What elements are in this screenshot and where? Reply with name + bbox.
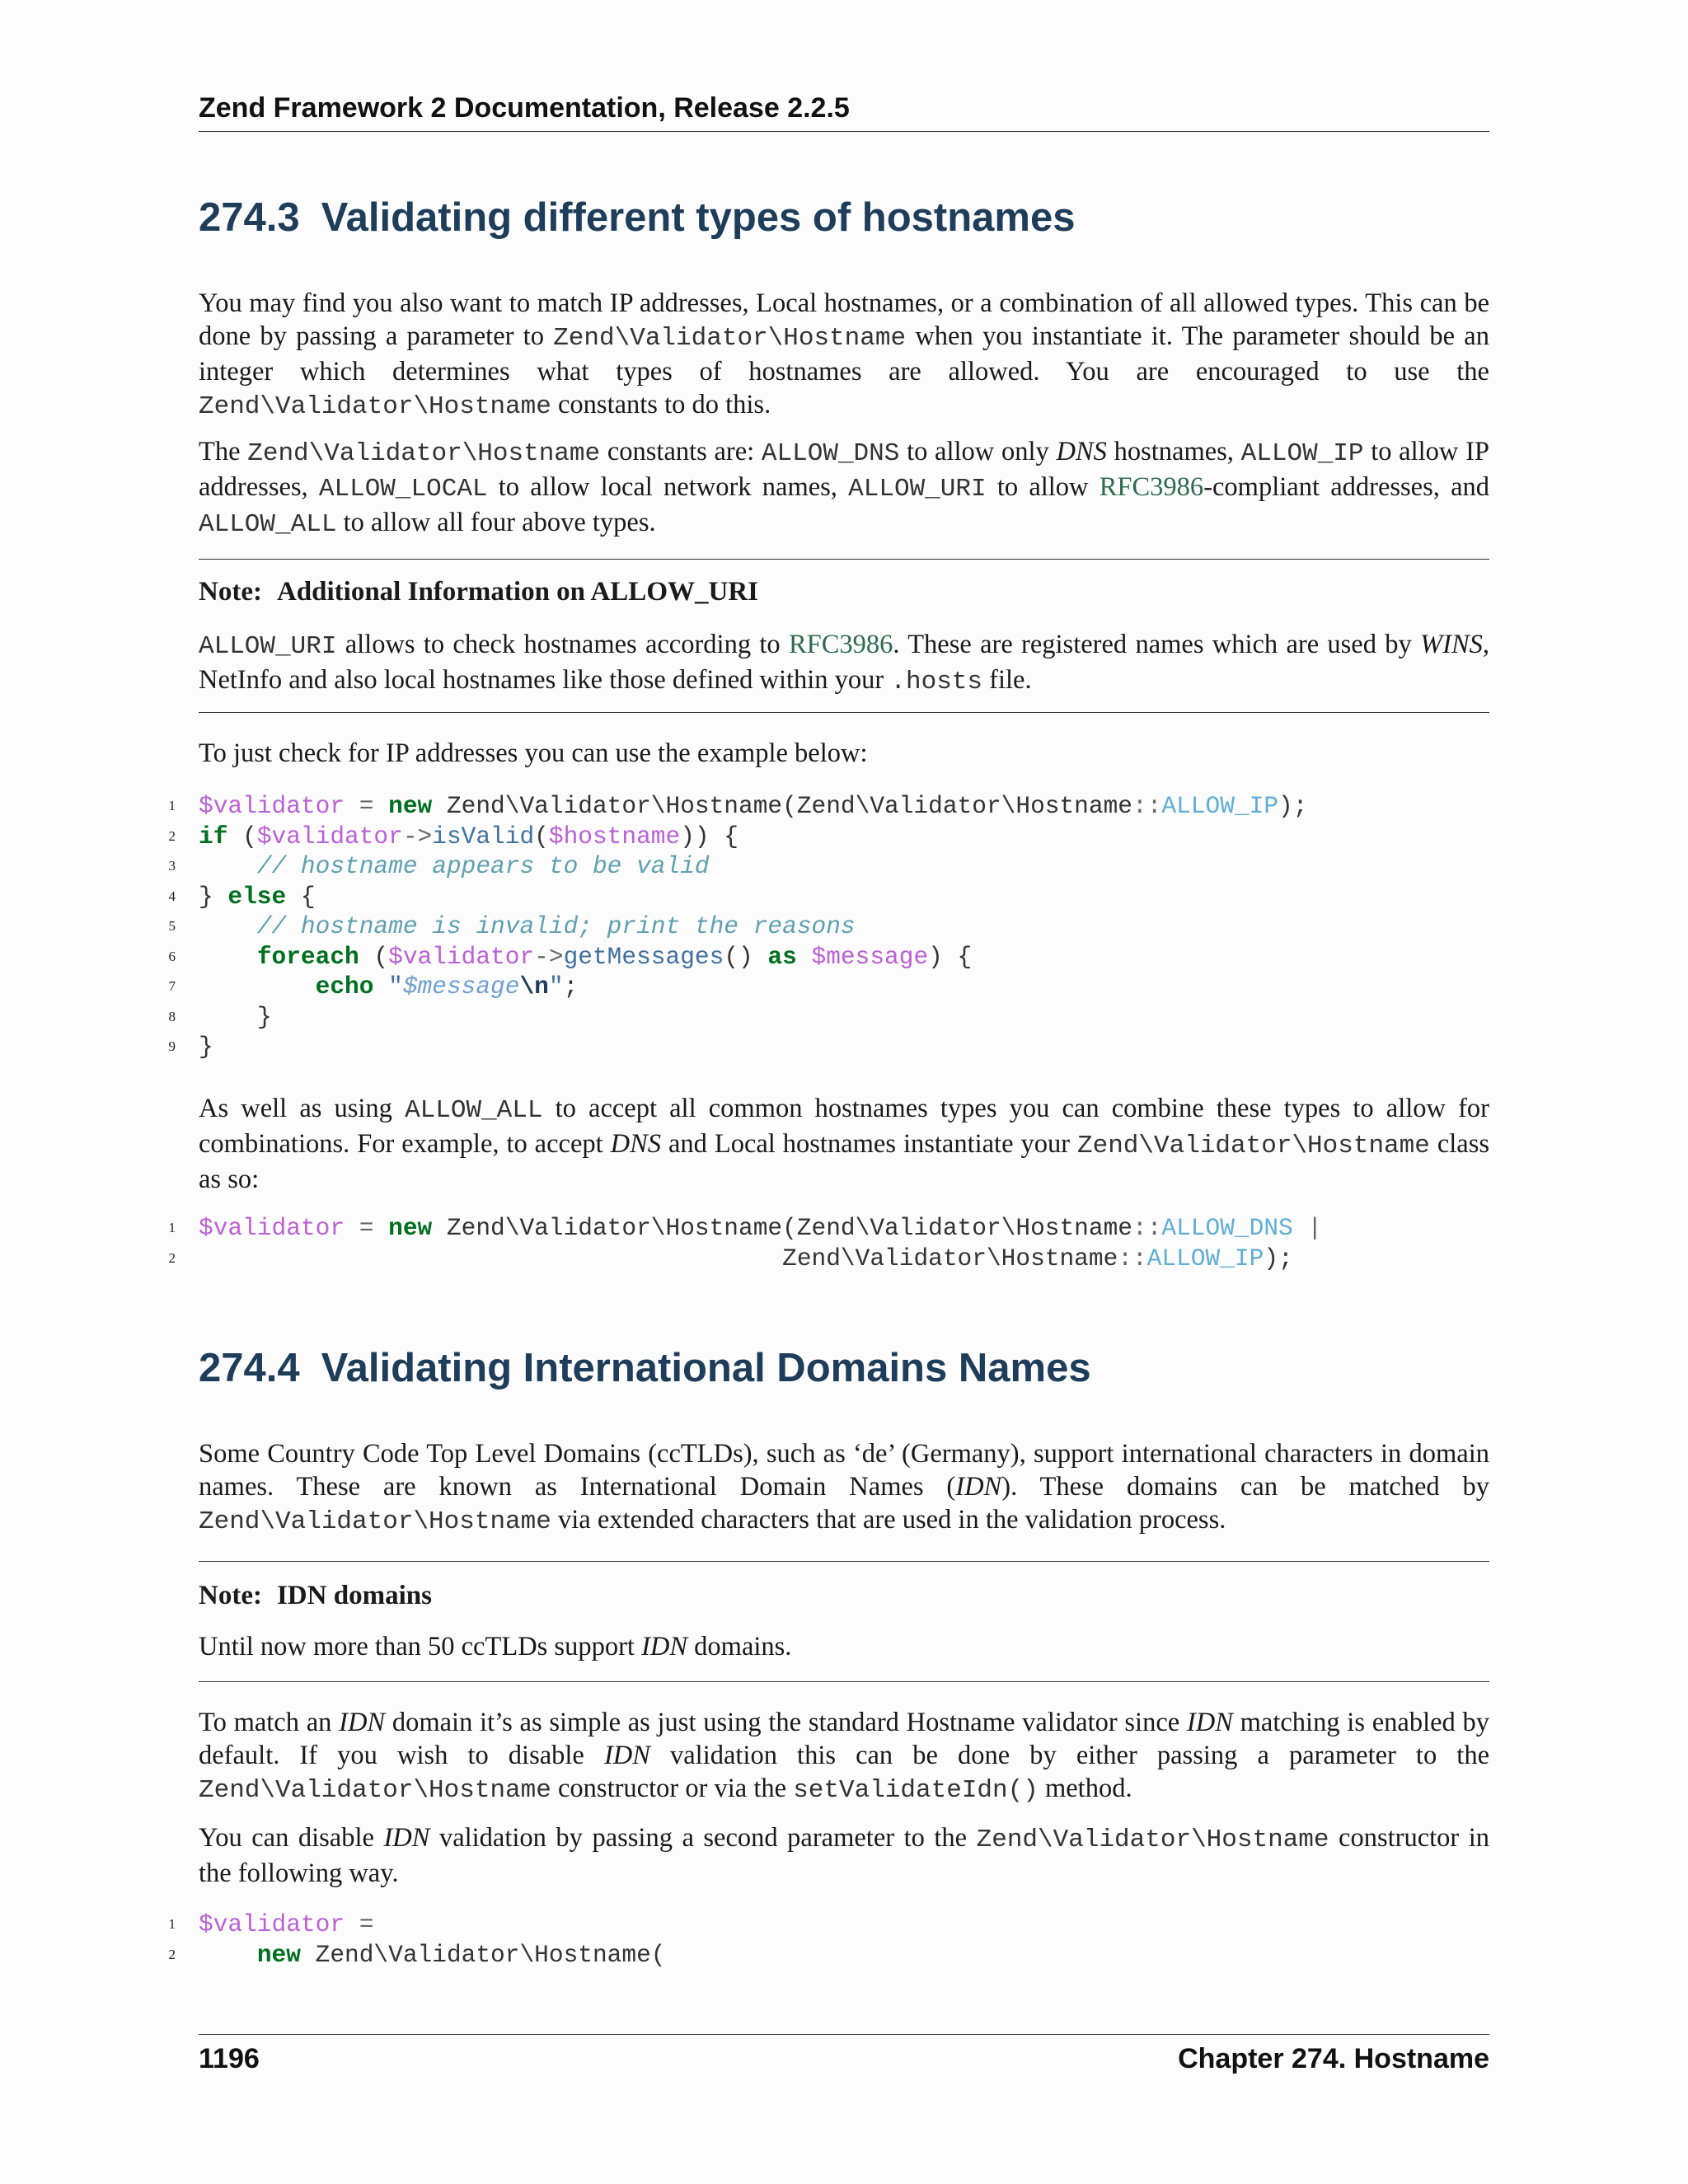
token: $validator: [199, 792, 345, 820]
token: ::: [1132, 1214, 1162, 1242]
code-line: [168, 912, 1489, 942]
note-label: Note:: [199, 1581, 262, 1610]
rfc3986-link[interactable]: RFC3986: [1099, 472, 1204, 502]
token: ALLOW_DNS: [1161, 1214, 1293, 1242]
code-line: [168, 942, 1489, 972]
line-number: 3: [168, 858, 176, 874]
token: Zend\Validator\Hostname: [782, 1244, 1118, 1272]
code-block: [168, 791, 1489, 1062]
code-line: [168, 1244, 1489, 1274]
text: to allow: [986, 472, 1100, 502]
token: {: [286, 882, 316, 911]
token: (: [534, 822, 549, 851]
token: Zend\Validator\Hostname(Zend\Validator\Hostname: [432, 792, 1132, 820]
text: You can disable: [199, 1823, 384, 1853]
text: constants are:: [600, 437, 762, 466]
code-line: [168, 1910, 1489, 1940]
text: constants to do this.: [551, 390, 771, 419]
text: when you instantiate it. The parameter should be an integer which determines what types of hostnames are allowed. You are encouraged to use the: [199, 321, 1489, 387]
code-line: [168, 1213, 1489, 1244]
token: getMessages: [563, 942, 724, 971]
text: To match an: [199, 1708, 340, 1737]
text: validation by passing a second parameter to the: [429, 1823, 977, 1853]
section-number: 274.3: [199, 195, 300, 240]
token: =: [345, 1214, 389, 1242]
token: ->: [534, 942, 564, 971]
note-heading: Additional Information on ALLOW_URI: [276, 577, 758, 607]
line-number: 6: [168, 948, 176, 964]
line-number: 2: [168, 827, 176, 844]
line-number: 2: [168, 1946, 176, 1962]
inline-code: Zend\Validator\Hostname: [1077, 1132, 1430, 1160]
inline-code: ALLOW_ALL: [199, 510, 337, 539]
token: )): [680, 822, 710, 851]
inline-code: ALLOW_URI: [848, 475, 987, 504]
token: $validator: [256, 822, 403, 851]
line-number: 5: [168, 918, 176, 934]
note-body: [199, 628, 1489, 699]
rfc3986-link[interactable]: RFC3986: [788, 630, 893, 659]
token: $validator: [199, 1910, 345, 1938]
text: constructor in the following way.: [199, 1823, 1490, 1888]
token: $message: [402, 972, 520, 1001]
emphasis: DNS: [1056, 437, 1107, 466]
inline-code: Zend\Validator\Hostname: [247, 439, 601, 468]
paragraph: [199, 1092, 1489, 1196]
section-number: 274.4: [199, 1346, 300, 1390]
section-title: Validating different types of hostnames: [321, 195, 1076, 240]
text: to accept all common hostnames types you can combine these types to allow for combinations. For example, to accept: [199, 1094, 1489, 1159]
code-line: [168, 1940, 1489, 1971]
text: To just check for IP addresses you can use the example below:: [199, 738, 868, 768]
token: $hostname: [548, 822, 681, 851]
code-line: [168, 1002, 1489, 1033]
text: . These are registered names which are used by: [893, 630, 1421, 659]
text: to allow all four above types.: [336, 508, 656, 537]
paragraph: [199, 1706, 1489, 1807]
text: allows to check hostnames according to: [336, 630, 789, 659]
inline-code: Zend\Validator\Hostname: [553, 324, 907, 353]
emphasis: IDN: [1186, 1708, 1233, 1737]
token: (: [359, 942, 389, 971]
text: domain it’s as simple as just using the standard Hostname validator since: [385, 1708, 1187, 1737]
text: via extended characters that are used in the validation process.: [551, 1505, 1226, 1535]
token: =: [345, 792, 389, 820]
token: );: [1278, 792, 1308, 820]
token: {: [709, 822, 739, 851]
token: new: [388, 792, 433, 820]
token: $validator: [199, 1214, 345, 1242]
code-block: [168, 1910, 1489, 1970]
text: to allow local network names,: [487, 472, 849, 502]
text: -compliant addresses, and: [1203, 472, 1490, 502]
line-number: 1: [168, 1916, 176, 1932]
inline-code: .hosts: [890, 668, 983, 696]
text: method.: [1038, 1774, 1132, 1803]
token: Zend\Validator\Hostname(Zend\Validator\Hostname: [432, 1214, 1132, 1242]
note-body: [199, 1630, 1489, 1663]
note-title: [199, 1581, 432, 1611]
token: }: [199, 882, 228, 911]
token: // hostname appears to be valid: [256, 852, 710, 880]
token: else: [227, 882, 287, 911]
text: class as so:: [199, 1129, 1490, 1194]
token: echo: [315, 972, 374, 1001]
running-footer: [199, 2034, 1489, 2075]
token: new: [388, 1214, 433, 1242]
line-number: 4: [168, 888, 176, 904]
emphasis: IDN: [955, 1472, 1002, 1502]
inline-code: ALLOW_DNS: [761, 439, 900, 468]
code-line: [168, 791, 1489, 822]
inline-code: ALLOW_LOCAL: [318, 475, 488, 504]
note-heading: IDN domains: [276, 1581, 432, 1610]
paragraph: [199, 1437, 1489, 1539]
page-number: 1196: [199, 2043, 260, 2074]
token: |: [1292, 1214, 1323, 1242]
emphasis: IDN: [339, 1708, 386, 1737]
text: matching is enabled by default. If you wish to disable: [199, 1708, 1490, 1770]
emphasis: WINS: [1420, 630, 1483, 659]
token: Zend\Validator\Hostname(: [300, 1940, 666, 1969]
token: );: [1264, 1244, 1293, 1272]
token: ) {: [928, 942, 973, 971]
note-title: [199, 577, 758, 607]
paragraph: [199, 435, 1489, 541]
section-heading-274-4: [199, 1345, 1091, 1391]
token: ::: [1118, 1244, 1147, 1272]
text: domains.: [687, 1632, 792, 1661]
code-block: [168, 1213, 1489, 1273]
text: to allow only: [899, 437, 1057, 466]
token: as: [767, 942, 797, 971]
token: }: [199, 1033, 213, 1061]
token: if: [199, 822, 228, 851]
inline-code: Zend\Validator\Hostname: [199, 1776, 551, 1805]
token: ->: [402, 822, 433, 851]
token: $message: [811, 942, 929, 971]
text: The: [199, 437, 248, 466]
token: ": [548, 972, 564, 1001]
token: =: [345, 1910, 374, 1938]
line-number: 1: [168, 1220, 176, 1235]
code-line: [168, 972, 1489, 1002]
text: file.: [982, 665, 1032, 695]
token: ": [388, 972, 403, 1001]
code-line: [168, 851, 1489, 882]
note-divider-top: [199, 559, 1489, 560]
code-line: [168, 882, 1489, 912]
inline-code: Zend\Validator\Hostname: [199, 392, 551, 421]
token: (: [227, 822, 257, 851]
token: ALLOW_IP: [1161, 792, 1279, 820]
inline-code: ALLOW_ALL: [405, 1096, 543, 1125]
text: validation this can be done by either passing a parameter to the: [649, 1741, 1489, 1770]
code-line: [168, 822, 1489, 852]
inline-code: ALLOW_URI: [199, 632, 337, 661]
token: $validator: [388, 942, 535, 971]
line-number: 9: [168, 1038, 176, 1054]
line-number: 7: [168, 978, 176, 994]
token: ::: [1132, 792, 1162, 820]
note-divider-bottom: [199, 1681, 1489, 1682]
inline-code: ALLOW_IP: [1240, 439, 1364, 468]
paragraph: [199, 737, 1489, 770]
emphasis: IDN: [641, 1632, 688, 1661]
inline-code: setValidateIdn(): [793, 1776, 1039, 1805]
text: and Local hostnames instantiate your: [661, 1129, 1077, 1159]
text: You may find you also want to match IP addresses, Local hostnames, or a combination of all allowed types. This can be done by passing a parameter to: [199, 288, 1489, 351]
line-number: 8: [168, 1008, 176, 1024]
text: ). These domains can be matched by: [1001, 1472, 1489, 1502]
note-divider-top: [199, 1561, 1489, 1562]
token: new: [256, 1940, 301, 1969]
section-heading-274-3: [199, 194, 1075, 241]
text: Until now more than 50 ccTLDs support: [199, 1632, 642, 1661]
inline-code: Zend\Validator\Hostname: [199, 1507, 551, 1536]
text: Some Country Code Top Level Domains (ccTLDs), such as ‘de’ (Germany), support international characters in domain names. These are known as International Domain Names (: [199, 1439, 1489, 1502]
emphasis: DNS: [610, 1129, 662, 1159]
token: isValid: [432, 822, 535, 851]
note-divider-bottom: [199, 712, 1489, 713]
token: ;: [563, 972, 579, 1001]
token: }: [256, 1002, 272, 1031]
paragraph: [199, 287, 1489, 424]
token: (): [724, 942, 753, 971]
running-header: Zend Framework 2 Documentation, Release 2.2.5: [199, 92, 1489, 132]
inline-code: Zend\Validator\Hostname: [976, 1825, 1329, 1854]
line-number: 1: [168, 798, 176, 813]
text: constructor or via the: [551, 1774, 794, 1803]
token: \n: [519, 972, 549, 1001]
chapter-title: Chapter 274. Hostname: [1178, 2043, 1489, 2074]
text: , NetInfo and also local hostnames like those defined within your: [199, 630, 1489, 695]
code-line: [168, 1032, 1489, 1062]
note-label: Note:: [199, 577, 262, 607]
emphasis: IDN: [603, 1741, 650, 1770]
section-title: Validating International Domains Names: [321, 1346, 1091, 1390]
text: hostnames,: [1106, 437, 1241, 466]
token: // hostname is invalid; print the reasons: [256, 912, 856, 940]
emphasis: IDN: [383, 1823, 430, 1853]
text: to allow IP addresses,: [199, 437, 1490, 502]
token: ALLOW_IP: [1146, 1244, 1264, 1272]
line-number: 2: [168, 1249, 176, 1266]
paragraph: [199, 1821, 1489, 1890]
text: As well as using: [199, 1094, 406, 1123]
token: foreach: [256, 942, 359, 971]
